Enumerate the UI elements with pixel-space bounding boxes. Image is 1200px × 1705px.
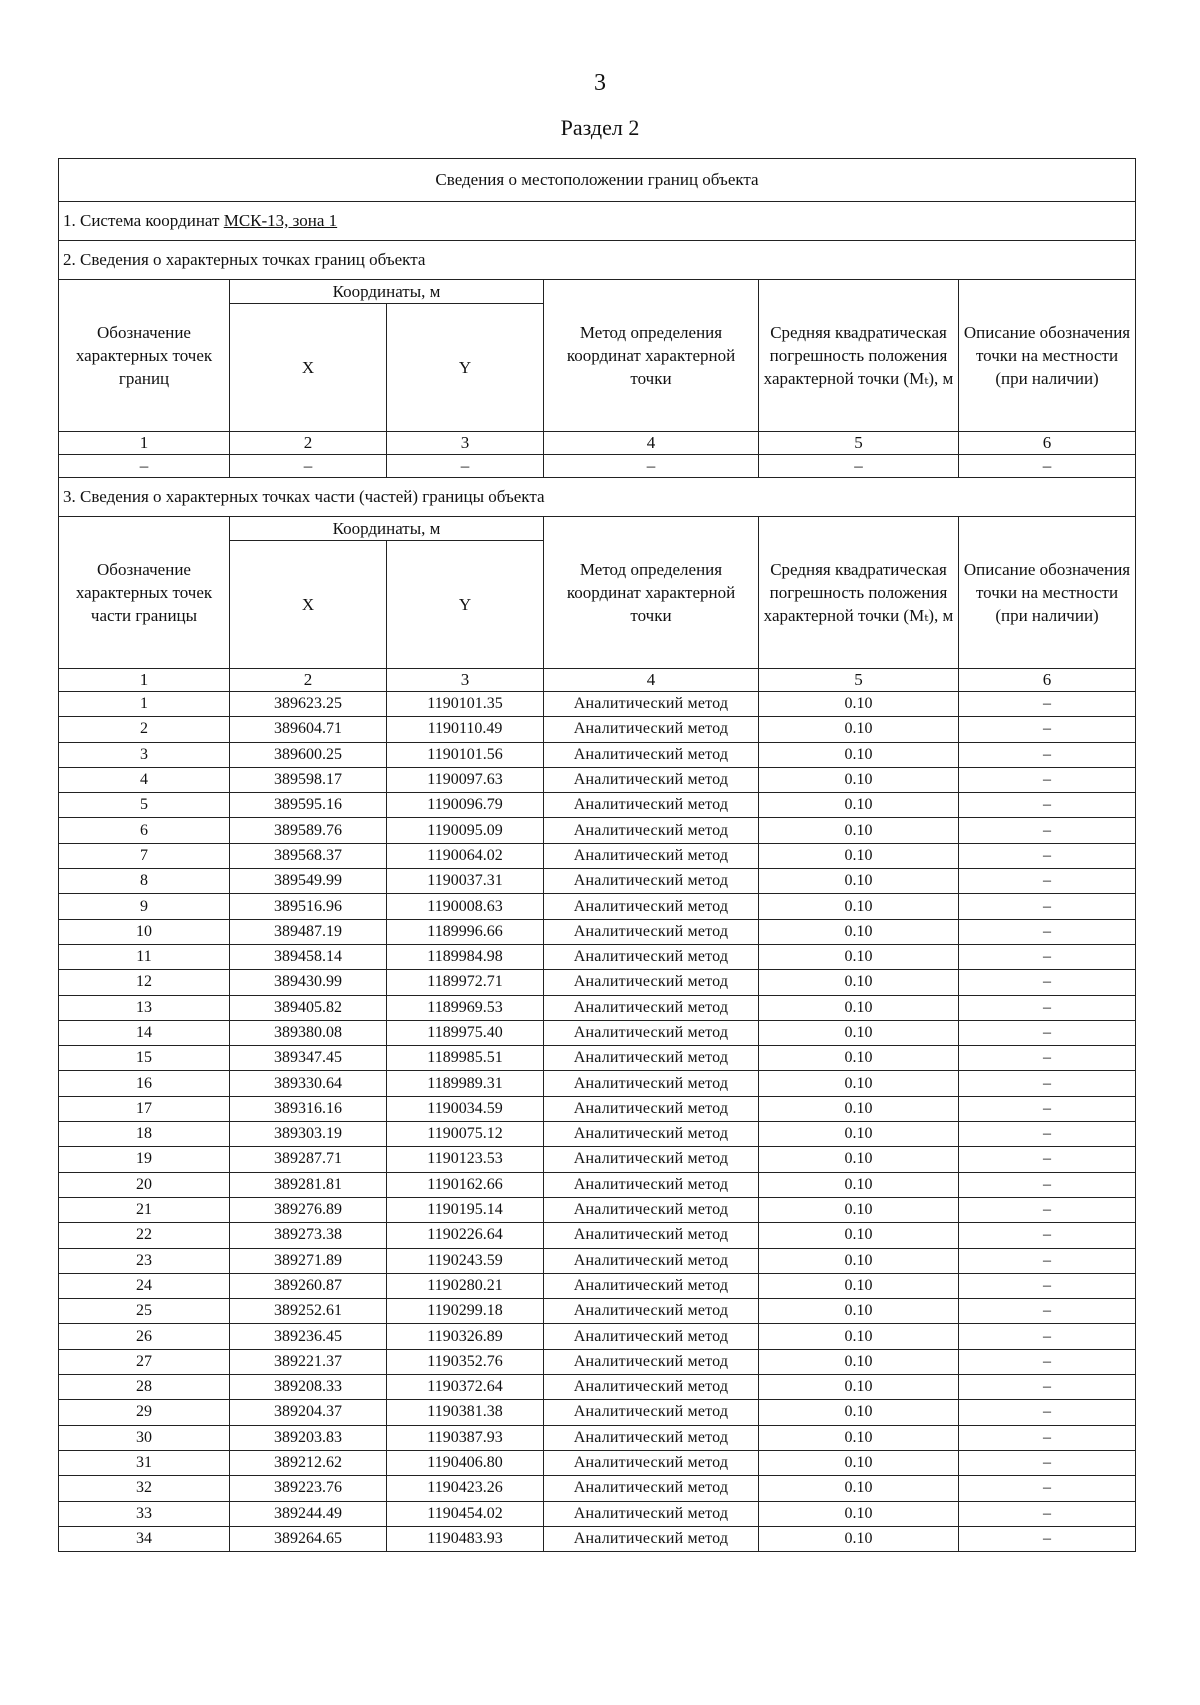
description: – <box>959 944 1136 969</box>
error-value: 0.10 <box>759 818 959 843</box>
coord-y: 1190110.49 <box>387 717 544 742</box>
error-value: 0.10 <box>759 1273 959 1298</box>
method: Аналитический метод <box>544 843 759 868</box>
coord-y: 1190162.66 <box>387 1172 544 1197</box>
table-row <box>59 1223 1136 1248</box>
coord-y: 1190372.64 <box>387 1375 544 1400</box>
table-title: Сведения о местоположении границ объекта <box>59 159 1136 202</box>
table-row <box>59 1526 1136 1551</box>
header-coordinates: Координаты, м <box>230 280 544 304</box>
error-value: 0.10 <box>759 1172 959 1197</box>
table-row <box>59 1071 1136 1096</box>
description: – <box>959 1223 1136 1248</box>
method: Аналитический метод <box>544 1172 759 1197</box>
table-row <box>59 717 1136 742</box>
error-value: 0.10 <box>759 793 959 818</box>
boundary-table <box>58 158 1136 1552</box>
error-value: 0.10 <box>759 894 959 919</box>
coord-y: 1190280.21 <box>387 1273 544 1298</box>
description: – <box>959 919 1136 944</box>
description: – <box>959 1020 1136 1045</box>
header-method: Метод определения координат характерной точки <box>544 517 759 669</box>
empty-cell: – <box>387 455 544 478</box>
error-value: 0.10 <box>759 1248 959 1273</box>
coord-y: 1189989.31 <box>387 1071 544 1096</box>
error-value: 0.10 <box>759 1020 959 1045</box>
method: Аналитический метод <box>544 1299 759 1324</box>
description: – <box>959 793 1136 818</box>
method: Аналитический метод <box>544 944 759 969</box>
table-row <box>59 869 1136 894</box>
table-row <box>59 1476 1136 1501</box>
table-row <box>59 1349 1136 1374</box>
coord-system-prefix: 1. Система координат <box>63 211 220 230</box>
header-method: Метод определения координат характерной точки <box>544 280 759 432</box>
description: – <box>959 1400 1136 1425</box>
method: Аналитический метод <box>544 1273 759 1298</box>
table-row <box>59 1122 1136 1147</box>
error-value: 0.10 <box>759 944 959 969</box>
method: Аналитический метод <box>544 1020 759 1045</box>
method: Аналитический метод <box>544 1147 759 1172</box>
error-value: 0.10 <box>759 1349 959 1374</box>
table-row <box>59 1425 1136 1450</box>
coord-y: 1189996.66 <box>387 919 544 944</box>
table-row <box>59 767 1136 792</box>
table-row <box>59 1324 1136 1349</box>
table-row <box>59 919 1136 944</box>
point-number: 10 <box>59 919 230 944</box>
coord-y: 1190226.64 <box>387 1223 544 1248</box>
coord-x: 389458.14 <box>230 944 387 969</box>
point-number: 17 <box>59 1096 230 1121</box>
point-number: 29 <box>59 1400 230 1425</box>
error-value: 0.10 <box>759 1096 959 1121</box>
error-value: 0.10 <box>759 692 959 717</box>
error-value: 0.10 <box>759 970 959 995</box>
col-number: 3 <box>387 432 544 455</box>
method: Аналитический метод <box>544 1476 759 1501</box>
description: – <box>959 1375 1136 1400</box>
coord-y: 1190034.59 <box>387 1096 544 1121</box>
table-row <box>59 1299 1136 1324</box>
point-number: 31 <box>59 1450 230 1475</box>
description: – <box>959 1122 1136 1147</box>
error-value: 0.10 <box>759 1197 959 1222</box>
error-value: 0.10 <box>759 995 959 1020</box>
method: Аналитический метод <box>544 1071 759 1096</box>
table-row <box>59 692 1136 717</box>
error-value: 0.10 <box>759 1501 959 1526</box>
description: – <box>959 1299 1136 1324</box>
description: – <box>959 1147 1136 1172</box>
description: – <box>959 742 1136 767</box>
point-number: 19 <box>59 1147 230 1172</box>
point-number: 18 <box>59 1122 230 1147</box>
description: – <box>959 1046 1136 1071</box>
header-description: Описание обозначения точки на местности (при наличии) <box>959 517 1136 669</box>
description: – <box>959 1273 1136 1298</box>
coord-x: 389380.08 <box>230 1020 387 1045</box>
col-number: 2 <box>230 432 387 455</box>
point-number: 25 <box>59 1299 230 1324</box>
method: Аналитический метод <box>544 1096 759 1121</box>
coord-x: 389316.16 <box>230 1096 387 1121</box>
header-coordinates: Координаты, м <box>230 517 544 541</box>
error-value: 0.10 <box>759 1324 959 1349</box>
coord-y: 1190097.63 <box>387 767 544 792</box>
error-value: 0.10 <box>759 869 959 894</box>
method: Аналитический метод <box>544 1450 759 1475</box>
empty-cell: – <box>230 455 387 478</box>
point-number: 13 <box>59 995 230 1020</box>
error-value: 0.10 <box>759 843 959 868</box>
point-number: 3 <box>59 742 230 767</box>
col-number: 3 <box>387 669 544 692</box>
method: Аналитический метод <box>544 1526 759 1551</box>
description: – <box>959 894 1136 919</box>
coord-y: 1190075.12 <box>387 1122 544 1147</box>
table-row <box>59 742 1136 767</box>
table-row <box>59 1020 1136 1045</box>
point-number: 5 <box>59 793 230 818</box>
point-number: 30 <box>59 1425 230 1450</box>
error-value: 0.10 <box>759 1147 959 1172</box>
coord-x: 389549.99 <box>230 869 387 894</box>
coord-x: 389516.96 <box>230 894 387 919</box>
col-number: 4 <box>544 669 759 692</box>
description: – <box>959 843 1136 868</box>
header-description: Описание обозначения точки на местности (при наличии) <box>959 280 1136 432</box>
coord-y: 1190101.35 <box>387 692 544 717</box>
table-row <box>59 1147 1136 1172</box>
method: Аналитический метод <box>544 1324 759 1349</box>
method: Аналитический метод <box>544 1501 759 1526</box>
coord-x: 389203.83 <box>230 1425 387 1450</box>
coord-x: 389600.25 <box>230 742 387 767</box>
coord-x: 389303.19 <box>230 1122 387 1147</box>
point-number: 32 <box>59 1476 230 1501</box>
description: – <box>959 1071 1136 1096</box>
coord-x: 389204.37 <box>230 1400 387 1425</box>
method: Аналитический метод <box>544 818 759 843</box>
table-row <box>59 793 1136 818</box>
col-number: 2 <box>230 669 387 692</box>
point-number: 15 <box>59 1046 230 1071</box>
table-row <box>59 818 1136 843</box>
method: Аналитический метод <box>544 793 759 818</box>
coord-y: 1189969.53 <box>387 995 544 1020</box>
coord-y: 1190381.38 <box>387 1400 544 1425</box>
section3-title: 3. Сведения о характерных точках части (частей) границы объекта <box>59 478 1136 517</box>
coord-x: 389330.64 <box>230 1071 387 1096</box>
table-row <box>59 1273 1136 1298</box>
empty-cell: – <box>544 455 759 478</box>
point-number: 1 <box>59 692 230 717</box>
error-value: 0.10 <box>759 1425 959 1450</box>
section-title: Раздел 2 <box>560 115 640 140</box>
point-number: 27 <box>59 1349 230 1374</box>
description: – <box>959 692 1136 717</box>
empty-cell: – <box>959 455 1136 478</box>
description: – <box>959 818 1136 843</box>
table-row <box>59 1172 1136 1197</box>
coord-x: 389604.71 <box>230 717 387 742</box>
col-number: 6 <box>959 432 1136 455</box>
empty-cell: – <box>759 455 959 478</box>
method: Аналитический метод <box>544 1197 759 1222</box>
description: – <box>959 1197 1136 1222</box>
table-row <box>59 1197 1136 1222</box>
description: – <box>959 970 1136 995</box>
section2-title: 2. Сведения о характерных точках границ объекта <box>59 241 1136 280</box>
method: Аналитический метод <box>544 995 759 1020</box>
coord-y: 1190037.31 <box>387 869 544 894</box>
coord-y: 1189985.51 <box>387 1046 544 1071</box>
col-number: 1 <box>59 432 230 455</box>
description: – <box>959 1172 1136 1197</box>
error-value: 0.10 <box>759 1122 959 1147</box>
coord-x: 389287.71 <box>230 1147 387 1172</box>
coord-system-line <box>59 202 1136 241</box>
table-row <box>59 894 1136 919</box>
error-value: 0.10 <box>759 1071 959 1096</box>
coord-x: 389430.99 <box>230 970 387 995</box>
coord-x: 389276.89 <box>230 1197 387 1222</box>
method: Аналитический метод <box>544 1400 759 1425</box>
description: – <box>959 767 1136 792</box>
method: Аналитический метод <box>544 1122 759 1147</box>
method: Аналитический метод <box>544 692 759 717</box>
point-number: 21 <box>59 1197 230 1222</box>
description: – <box>959 1248 1136 1273</box>
method: Аналитический метод <box>544 970 759 995</box>
coord-y: 1190095.09 <box>387 818 544 843</box>
coord-x: 389244.49 <box>230 1501 387 1526</box>
coord-y: 1190387.93 <box>387 1425 544 1450</box>
method: Аналитический метод <box>544 869 759 894</box>
col-number: 5 <box>759 669 959 692</box>
method: Аналитический метод <box>544 894 759 919</box>
method: Аналитический метод <box>544 1046 759 1071</box>
description: – <box>959 869 1136 894</box>
point-number: 9 <box>59 894 230 919</box>
coord-x: 389595.16 <box>230 793 387 818</box>
method: Аналитический метод <box>544 1425 759 1450</box>
coord-x: 389405.82 <box>230 995 387 1020</box>
description: – <box>959 1501 1136 1526</box>
table-row <box>59 1375 1136 1400</box>
coord-x: 389212.62 <box>230 1450 387 1475</box>
coord-x: 389236.45 <box>230 1324 387 1349</box>
table-row <box>59 970 1136 995</box>
table-row <box>59 1248 1136 1273</box>
coord-x: 389223.76 <box>230 1476 387 1501</box>
description: – <box>959 1450 1136 1475</box>
coord-y: 1189975.40 <box>387 1020 544 1045</box>
point-number: 7 <box>59 843 230 868</box>
table-row <box>59 944 1136 969</box>
coord-y: 1190483.93 <box>387 1526 544 1551</box>
coord-x: 389487.19 <box>230 919 387 944</box>
point-number: 28 <box>59 1375 230 1400</box>
point-number: 6 <box>59 818 230 843</box>
point-number: 24 <box>59 1273 230 1298</box>
description: – <box>959 1526 1136 1551</box>
header-error: Средняя квадратическая погрешность положения характерной точки (Mₜ), м <box>759 280 959 432</box>
header-designation: Обозначение характерных точек части границы <box>59 517 230 669</box>
error-value: 0.10 <box>759 1375 959 1400</box>
header-designation: Обозначение характерных точек границ <box>59 280 230 432</box>
header-y: Y <box>387 304 544 432</box>
method: Аналитический метод <box>544 742 759 767</box>
empty-cell: – <box>59 455 230 478</box>
coord-y: 1190123.53 <box>387 1147 544 1172</box>
coord-x: 389568.37 <box>230 843 387 868</box>
point-number: 11 <box>59 944 230 969</box>
error-value: 0.10 <box>759 1476 959 1501</box>
error-value: 0.10 <box>759 742 959 767</box>
method: Аналитический метод <box>544 1223 759 1248</box>
error-value: 0.10 <box>759 1526 959 1551</box>
error-value: 0.10 <box>759 1046 959 1071</box>
header-error: Средняя квадратическая погрешность положения характерной точки (Mₜ), м <box>759 517 959 669</box>
error-value: 0.10 <box>759 1450 959 1475</box>
description: – <box>959 995 1136 1020</box>
table-row <box>59 1400 1136 1425</box>
coord-x: 389589.76 <box>230 818 387 843</box>
description: – <box>959 717 1136 742</box>
point-number: 8 <box>59 869 230 894</box>
page-number: 3 <box>594 70 606 96</box>
table-row <box>59 995 1136 1020</box>
method: Аналитический метод <box>544 1248 759 1273</box>
error-value: 0.10 <box>759 1400 959 1425</box>
header-x: X <box>230 541 387 669</box>
point-number: 34 <box>59 1526 230 1551</box>
coord-system-value: МСК-13, зона 1 <box>223 211 338 230</box>
coord-x: 389623.25 <box>230 692 387 717</box>
method: Аналитический метод <box>544 1349 759 1374</box>
coord-x: 389252.61 <box>230 1299 387 1324</box>
coord-y: 1190454.02 <box>387 1501 544 1526</box>
method: Аналитический метод <box>544 919 759 944</box>
table-row <box>59 1046 1136 1071</box>
error-value: 0.10 <box>759 1299 959 1324</box>
coord-x: 389598.17 <box>230 767 387 792</box>
table-row <box>59 1501 1136 1526</box>
description: – <box>959 1476 1136 1501</box>
point-number: 2 <box>59 717 230 742</box>
point-number: 23 <box>59 1248 230 1273</box>
col-number: 5 <box>759 432 959 455</box>
point-number: 12 <box>59 970 230 995</box>
description: – <box>959 1349 1136 1374</box>
table-row <box>59 1096 1136 1121</box>
coord-y: 1189984.98 <box>387 944 544 969</box>
description: – <box>959 1425 1136 1450</box>
coord-x: 389264.65 <box>230 1526 387 1551</box>
error-value: 0.10 <box>759 1223 959 1248</box>
coord-y: 1190101.56 <box>387 742 544 767</box>
method: Аналитический метод <box>544 717 759 742</box>
description: – <box>959 1096 1136 1121</box>
method: Аналитический метод <box>544 767 759 792</box>
coord-x: 389260.87 <box>230 1273 387 1298</box>
point-number: 22 <box>59 1223 230 1248</box>
table-row <box>59 843 1136 868</box>
point-number: 20 <box>59 1172 230 1197</box>
coord-y: 1189972.71 <box>387 970 544 995</box>
header-x: X <box>230 304 387 432</box>
coord-y: 1190299.18 <box>387 1299 544 1324</box>
error-value: 0.10 <box>759 717 959 742</box>
coord-y: 1190326.89 <box>387 1324 544 1349</box>
error-value: 0.10 <box>759 767 959 792</box>
col-number: 1 <box>59 669 230 692</box>
error-value: 0.10 <box>759 919 959 944</box>
point-number: 14 <box>59 1020 230 1045</box>
coord-y: 1190008.63 <box>387 894 544 919</box>
coord-x: 389271.89 <box>230 1248 387 1273</box>
coord-x: 389221.37 <box>230 1349 387 1374</box>
coord-x: 389208.33 <box>230 1375 387 1400</box>
point-number: 26 <box>59 1324 230 1349</box>
point-number: 33 <box>59 1501 230 1526</box>
col-number: 4 <box>544 432 759 455</box>
coord-y: 1190064.02 <box>387 843 544 868</box>
header-y: Y <box>387 541 544 669</box>
coord-y: 1190352.76 <box>387 1349 544 1374</box>
point-number: 16 <box>59 1071 230 1096</box>
table-row <box>59 1450 1136 1475</box>
coord-x: 389273.38 <box>230 1223 387 1248</box>
point-number: 4 <box>59 767 230 792</box>
coord-y: 1190096.79 <box>387 793 544 818</box>
method: Аналитический метод <box>544 1375 759 1400</box>
coord-y: 1190423.26 <box>387 1476 544 1501</box>
coord-y: 1190195.14 <box>387 1197 544 1222</box>
coord-x: 389347.45 <box>230 1046 387 1071</box>
col-number: 6 <box>959 669 1136 692</box>
description: – <box>959 1324 1136 1349</box>
coord-y: 1190243.59 <box>387 1248 544 1273</box>
coord-x: 389281.81 <box>230 1172 387 1197</box>
coord-y: 1190406.80 <box>387 1450 544 1475</box>
